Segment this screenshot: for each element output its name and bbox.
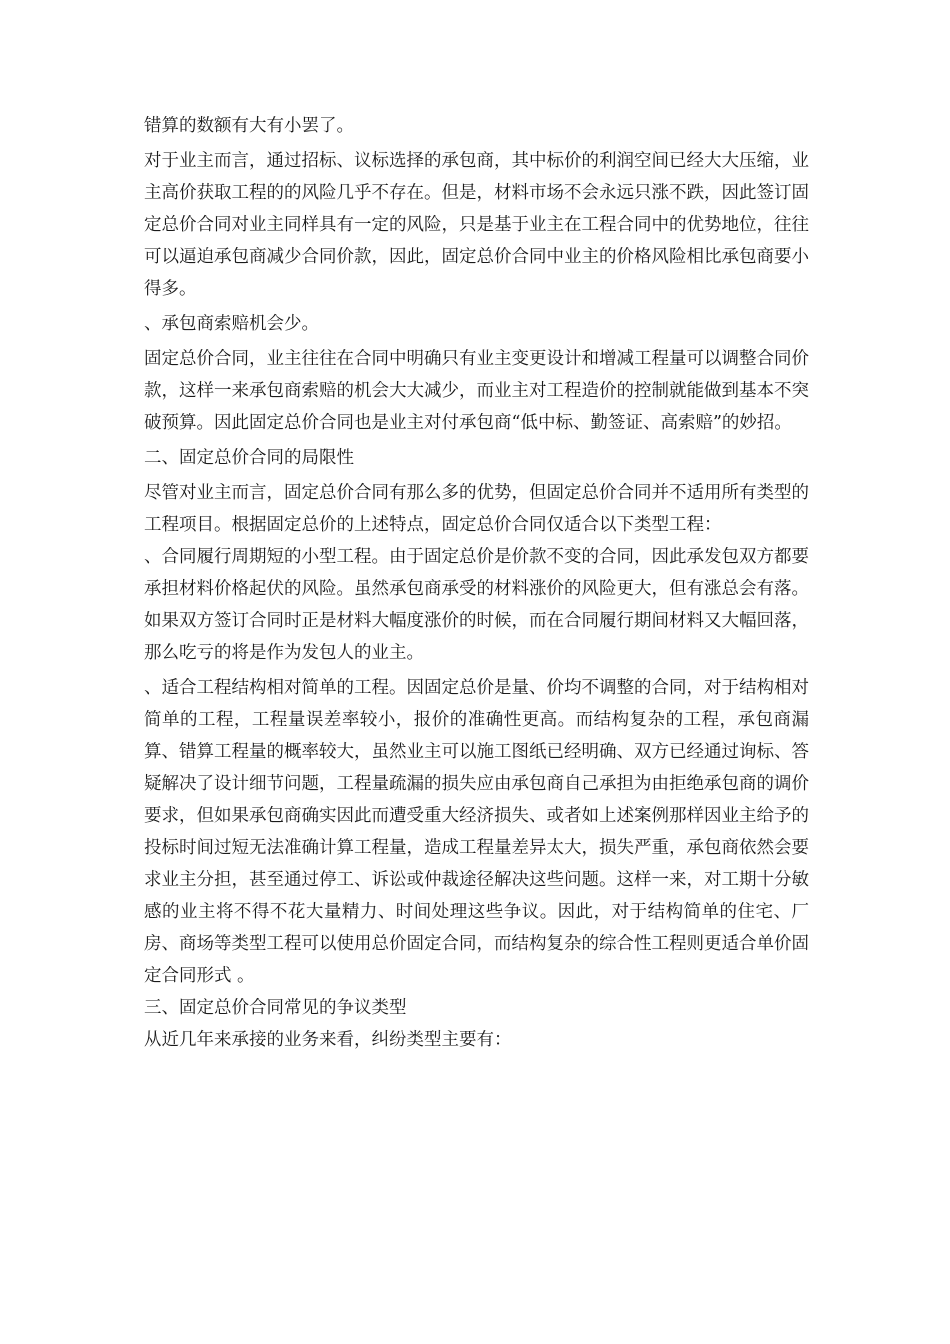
paragraph-6: 、合同履行周期短的小型工程。由于固定总价是价款不变的合同，因此承发包双方都要承担材料价格起伏的风险。虽然承包商承受的材料涨价的风险更大，但有涨总会有落。如果双方签订合同时正是材料大幅度涨价的时候，而在合同履行期间材料又大幅回落，那么吃亏的将是作为发包人的业主。 [144, 547, 809, 663]
paragraph-7: 、适合工程结构相对简单的工程。因固定总价是量、价均不调整的合同，对于结构相对简单的工程，工程量误差率较小，报价的准确性更高。而结构复杂的工程，承包商漏算、错算工程量的概率较大，虽然业主可以施工图纸已经明确、双方已经通过询标、答疑解决了设计细节问题，工程量疏漏的损失应由承包商自己承担为由拒绝承包商的调价要求，但如果承包商确实因此而遭受重大经济损失、或者如上述案例那样因业主给予的投标时间过短无法准确计算工程量，造成工程量差异太大，损失严重，承包商依然会要求业主分担，甚至通过停工、诉讼或仲裁途径解决这些问题。这样一来，对工期十分敏感的业主将不得不花大量精力、时间处理这些争议。因此，对于结构简单的住宅、厂房、商场等类型工程可以使用总价固定合同，而结构复杂的综合性工程则更适合单价固定合同形式 。 [144, 678, 809, 986]
paragraph-3: 、承包商索赔机会少。 [144, 314, 319, 334]
paragraph-4: 固定总价合同，业主往往在合同中明确只有业主变更设计和增减工程量可以调整合同价款，这样一来承包商索赔的机会大大减少，而业主对工程造价的控制就能做到基本不突破预算。因此固定总价合同也是业主对付承包商“低中标、勤签证、高索赔”的妙招。 [144, 349, 809, 433]
section-heading-3: 三、固定总价合同常见的争议类型 [144, 998, 407, 1018]
paragraph-1: 错算的数额有大有小罢了。 [144, 116, 354, 136]
document-body [144, 110, 809, 1056]
paragraph-2: 对于业主而言，通过招标、议标选择的承包商，其中标价的利润空间已经大大压缩，业主高价获取工程的的风险几乎不存在。但是，材料市场不会永远只涨不跌，因此签订固定总价合同对业主同样具有一定的风险，只是基于业主在工程合同中的优势地位，往往可以逼迫承包商减少合同价款，因此，固定总价合同中业主的价格风险相比承包商要小得多。 [144, 151, 809, 299]
section-heading-2: 二、固定总价合同的局限性 [144, 448, 354, 468]
paragraph-5: 尽管对业主而言，固定总价合同有那么多的优势，但固定总价合同并不适用所有类型的工程项目。根据固定总价的上述特点，固定总价合同仅适合以下类型工程： [144, 483, 809, 535]
paragraph-8: 从近几年来承接的业务来看，纠纷类型主要有： [144, 1030, 512, 1050]
